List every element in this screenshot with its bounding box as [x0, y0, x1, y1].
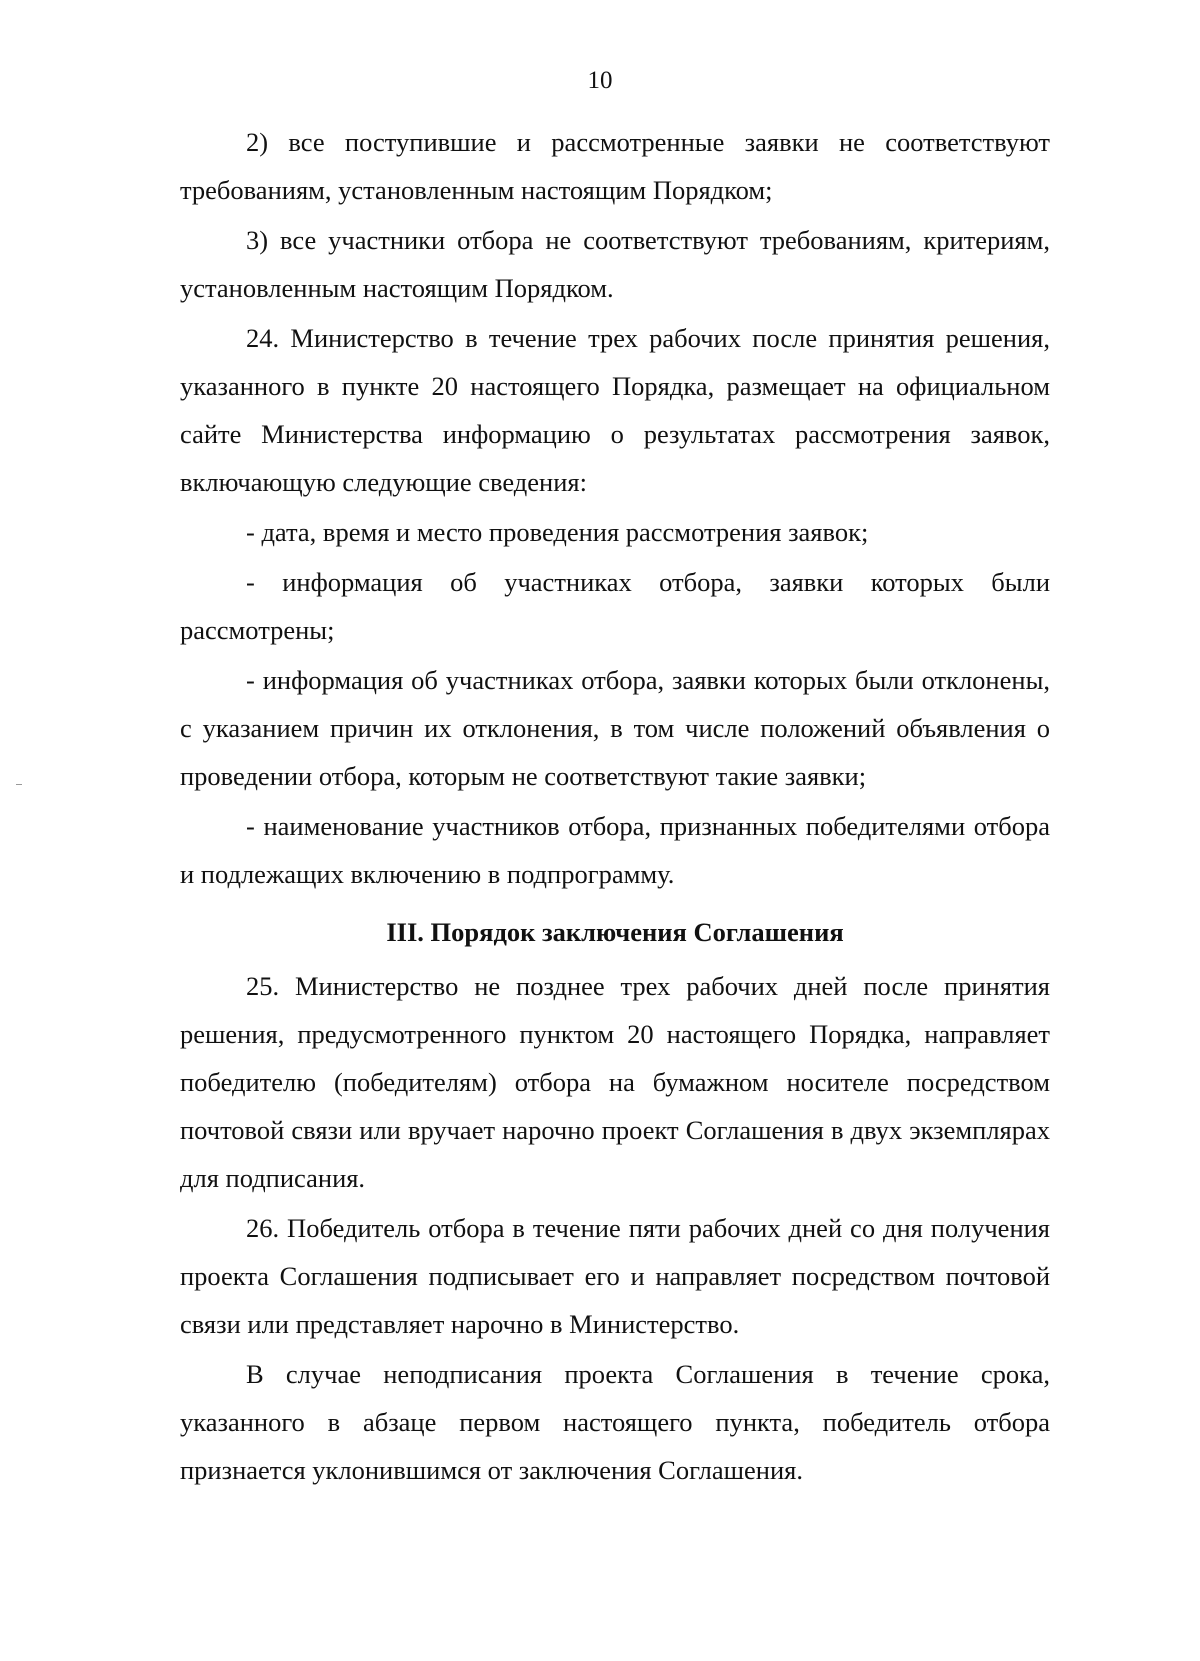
margin-mark — [16, 784, 22, 785]
page-number: 10 — [587, 67, 613, 94]
bullet-winners: - наименование участников отбора, признанных победителями отбора и подлежащих включению в подпрограмму. — [180, 811, 1050, 889]
document-body — [180, 118, 1050, 1496]
bullet-date-time-place: - дата, время и место проведения рассмотрения заявок; — [246, 517, 869, 547]
section-heading: III. Порядок заключения Соглашения — [386, 917, 844, 947]
paragraph-clause-26: 26. Победитель отбора в течение пяти рабочих дней со дня получения проекта Соглашения подписывает его и направляет посредством почтовой связи или представляет нарочно в Министерство. — [180, 1213, 1050, 1339]
bullet-rejected-participants: - информация об участниках отбора, заявки которых были отклонены, с указанием причин их отклонения, в том числе положений объявления о проведении отбора, которым не соответствуют такие заявки; — [180, 665, 1050, 791]
paragraph-clause-25: 25. Министерство не позднее трех рабочих дней после принятия решения, предусмотренного пунктом 20 настоящего Порядка, направляет победителю (победителям) отбора на бумажном носителе посредством почтовой связи или вручает нарочно проект Соглашения в двух экземплярах для подписания. — [180, 971, 1050, 1193]
bullet-reviewed-participants: - информация об участниках отбора, заявки которых были рассмотрены; — [180, 567, 1050, 645]
paragraph-clause-24: 24. Министерство в течение трех рабочих после принятия решения, указанного в пункте 20 настоящего Порядка, размещает на официальном сайте Министерства информацию о результатах рассмотрения заявок, включающую следующие сведения: — [180, 323, 1050, 497]
paragraph-unsigned-case: В случае неподписания проекта Соглашения в течение срока, указанного в абзаце первом настоящего пункта, победитель отбора признается уклонившимся от заключения Соглашения. — [180, 1359, 1050, 1485]
paragraph-item-3: 3) все участники отбора не соответствуют требованиям, критериям, установленным настоящим Порядком. — [180, 225, 1050, 303]
paragraph-item-2: 2) все поступившие и рассмотренные заявки не соответствуют требованиям, установленным настоящим Порядком; — [180, 127, 1050, 205]
